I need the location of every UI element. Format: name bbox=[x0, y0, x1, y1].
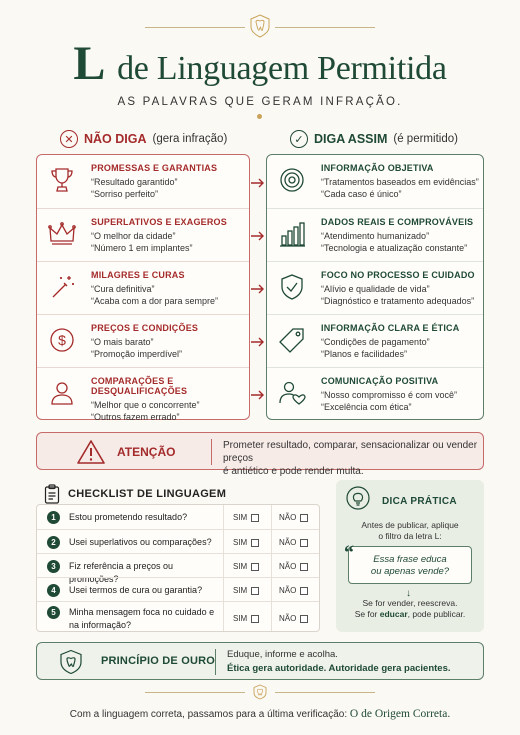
item-heading: INFORMAÇÃO CLARA E ÉTICA bbox=[321, 323, 460, 333]
quote-mark-icon: “ bbox=[344, 542, 354, 564]
arrow-right-icon bbox=[251, 390, 265, 400]
tip-quote-box bbox=[348, 546, 472, 584]
list-item bbox=[267, 367, 483, 420]
trophy-icon bbox=[47, 165, 77, 195]
shield-check-icon bbox=[277, 272, 307, 302]
attention-message bbox=[223, 439, 483, 478]
yes-checkbox[interactable] bbox=[251, 539, 259, 547]
table-row bbox=[37, 553, 319, 584]
item-heading: SUPERLATIVOS E EXAGEROS bbox=[91, 217, 227, 227]
table-row bbox=[37, 505, 319, 529]
say-this-label: DIGA ASSIM bbox=[314, 132, 388, 146]
item-heading: FOCO NO PROCESSO E CUIDADO bbox=[321, 270, 475, 280]
list-item bbox=[37, 155, 249, 208]
item-heading: INFORMAÇÃO OBJETIVA bbox=[321, 163, 434, 173]
arrow-right-icon bbox=[251, 284, 265, 294]
title-letter: L bbox=[73, 37, 106, 90]
golden-principle-line-2: Ética gera autoridade. Autoridade gera pacientes. bbox=[227, 663, 451, 674]
item-heading: DADOS REAIS E COMPROVÁVEIS bbox=[321, 217, 474, 227]
yes-label: SIM bbox=[233, 614, 248, 623]
dont-say-header bbox=[60, 130, 227, 148]
item-heading: COMUNICAÇÃO POSITIVA bbox=[321, 376, 439, 386]
no-label: NÃO bbox=[279, 586, 297, 595]
magic-wand-icon bbox=[47, 272, 77, 302]
item-quote: “Cada caso é único” bbox=[321, 189, 402, 199]
checklist-table bbox=[36, 504, 320, 632]
check-icon: ✓ bbox=[290, 130, 308, 148]
tip-quote-line-1: Essa frase educa bbox=[373, 554, 447, 565]
item-quote: “Tratamentos baseados em evidências” bbox=[321, 177, 479, 187]
yes-option[interactable] bbox=[233, 614, 259, 623]
tip-outcome-bold: educar bbox=[379, 609, 408, 619]
table-row bbox=[37, 601, 319, 633]
no-checkbox[interactable] bbox=[300, 539, 308, 547]
item-quote: “Resultado garantido” bbox=[91, 177, 178, 187]
bar-chart-icon bbox=[277, 219, 307, 249]
arrow-right-icon bbox=[251, 337, 265, 347]
item-quote: “Cura definitiva” bbox=[91, 284, 155, 294]
no-label: NÃO bbox=[279, 538, 297, 547]
yes-checkbox[interactable] bbox=[251, 615, 259, 623]
table-row bbox=[37, 529, 319, 553]
no-label: NÃO bbox=[279, 562, 297, 571]
item-quote: “Nosso compromisso é com você” bbox=[321, 390, 458, 400]
footer-main: Com a linguagem correta, passamos para a última verificação: bbox=[69, 709, 348, 720]
title-text: de Linguagem Permitida bbox=[117, 50, 447, 87]
checklist-question: Estou prometendo resultado? bbox=[69, 512, 188, 522]
item-quote: “Condições de pagamento” bbox=[321, 337, 430, 347]
dont-say-label: NÃO DIGA bbox=[84, 132, 147, 146]
list-item bbox=[37, 314, 249, 367]
step-number: 4 bbox=[47, 584, 60, 597]
item-quote: “Sorriso perfeito” bbox=[91, 189, 159, 199]
item-heading: COMPARAÇÕES E DESQUALIFICAÇÕES bbox=[91, 376, 188, 396]
attention-line-2: é antiético e pode render multa. bbox=[223, 466, 364, 477]
item-quote: “Outros fazem errado” bbox=[91, 412, 180, 422]
list-item bbox=[37, 208, 249, 261]
item-quote: “Alívio e qualidade de vida” bbox=[321, 284, 430, 294]
tag-icon bbox=[277, 325, 307, 355]
lightbulb-icon bbox=[346, 486, 370, 510]
yes-checkbox[interactable] bbox=[251, 587, 259, 595]
golden-principle-line-1: Eduque, informe e acolha. bbox=[227, 649, 338, 660]
shield-tooth-icon bbox=[59, 649, 83, 675]
tip-intro bbox=[336, 520, 484, 542]
item-quote: “O melhor da cidade” bbox=[91, 231, 176, 241]
item-quote: “O mais barato” bbox=[91, 337, 154, 347]
say-this-header bbox=[290, 130, 458, 148]
step-number: 5 bbox=[47, 606, 60, 619]
item-quote: “Diagnóstico e tratamento adequados” bbox=[321, 296, 475, 306]
yes-label: SIM bbox=[233, 586, 248, 595]
item-quote: “Tecnologia e atualização constante” bbox=[321, 243, 468, 253]
tip-outcome bbox=[336, 598, 484, 620]
checklist-question: Usei termos de cura ou garantia? bbox=[69, 585, 203, 595]
item-quote: “Melhor que o concorrente” bbox=[91, 400, 200, 410]
dont-say-note: (gera infração) bbox=[152, 133, 228, 145]
list-item bbox=[37, 261, 249, 314]
arrow-down-icon: ↓ bbox=[406, 588, 411, 599]
golden-principle-divider bbox=[215, 649, 216, 675]
checklist-title: CHECKLIST DE LINGUAGEM bbox=[68, 488, 227, 500]
item-quote: “Planos e facilidades” bbox=[321, 349, 408, 359]
tip-outcome-post: , pode publicar. bbox=[407, 609, 466, 619]
yes-label: SIM bbox=[233, 562, 248, 571]
no-checkbox[interactable] bbox=[300, 563, 308, 571]
list-item bbox=[267, 155, 483, 208]
item-quote: “Número 1 em implantes” bbox=[91, 243, 193, 253]
tooth-badge-icon bbox=[252, 684, 268, 700]
target-icon bbox=[277, 165, 307, 195]
yes-label: SIM bbox=[233, 538, 248, 547]
person-heart-icon bbox=[277, 378, 307, 408]
yes-option[interactable] bbox=[233, 538, 259, 547]
tip-quote-line-2: ou apenas vende? bbox=[370, 566, 450, 577]
item-heading: MILAGRES E CURAS bbox=[91, 270, 185, 280]
yes-option[interactable] bbox=[233, 562, 259, 571]
tip-intro-line-1: Antes de publicar, aplique bbox=[361, 520, 459, 530]
tip-intro-line-2: o filtro da letra L: bbox=[378, 531, 442, 541]
no-option[interactable] bbox=[279, 614, 308, 623]
step-number: 1 bbox=[47, 511, 60, 524]
step-number: 2 bbox=[47, 536, 60, 549]
item-quote: “Acaba com a dor para sempre” bbox=[91, 296, 219, 306]
no-label: NÃO bbox=[279, 614, 297, 623]
footer-rule-right bbox=[275, 692, 375, 693]
no-option[interactable] bbox=[279, 562, 308, 571]
arrow-right-icon bbox=[251, 231, 265, 241]
header-rule-left bbox=[145, 27, 245, 28]
item-quote: “Promoção imperdível” bbox=[91, 349, 183, 359]
yes-option[interactable] bbox=[233, 513, 259, 522]
tip-outcome-pre: Se for bbox=[354, 609, 380, 619]
footer-text bbox=[0, 708, 520, 720]
say-this-note: (é permitido) bbox=[393, 133, 458, 145]
list-item bbox=[267, 314, 483, 367]
page-subtitle: AS PALAVRAS QUE GERAM INFRAÇÃO. bbox=[117, 96, 403, 108]
no-checkbox[interactable] bbox=[300, 514, 308, 522]
page-title bbox=[0, 36, 520, 91]
arrow-right-icon bbox=[251, 178, 265, 188]
dont-say-panel bbox=[36, 154, 250, 420]
yes-checkbox[interactable] bbox=[251, 563, 259, 571]
attention-box bbox=[36, 432, 484, 477]
yes-checkbox[interactable] bbox=[251, 514, 259, 522]
checklist-question: Minha mensagem foca no cuidado e na informação? bbox=[69, 607, 215, 630]
no-option[interactable] bbox=[279, 513, 308, 522]
warning-icon bbox=[77, 439, 105, 465]
list-item bbox=[267, 208, 483, 261]
dollar-icon bbox=[47, 325, 77, 355]
x-icon: ✕ bbox=[60, 130, 78, 148]
item-quote: “Excelência com ética” bbox=[321, 402, 412, 412]
no-checkbox[interactable] bbox=[300, 615, 308, 623]
crown-icon bbox=[47, 219, 77, 249]
no-label: NÃO bbox=[279, 513, 297, 522]
yes-option[interactable] bbox=[233, 586, 259, 595]
svg-text:$: $ bbox=[58, 332, 66, 348]
attention-label: ATENÇÃO bbox=[117, 445, 176, 459]
tip-outcome-line-1: Se for vender, reescreva. bbox=[362, 598, 458, 608]
yes-label: SIM bbox=[233, 513, 248, 522]
tip-title: DICA PRÁTICA bbox=[382, 496, 457, 507]
no-option[interactable] bbox=[279, 538, 308, 547]
no-option[interactable] bbox=[279, 586, 308, 595]
item-heading: PROMESSAS E GARANTIAS bbox=[91, 163, 218, 173]
tooth-badge-icon bbox=[249, 14, 271, 38]
table-row bbox=[37, 577, 319, 601]
list-item bbox=[267, 261, 483, 314]
golden-principle-label: PRINCÍPIO DE OURO bbox=[101, 655, 216, 667]
practical-tip-card bbox=[336, 480, 484, 632]
clipboard-icon bbox=[44, 484, 60, 504]
no-checkbox[interactable] bbox=[300, 587, 308, 595]
checklist-question: Usei superlativos ou comparações? bbox=[69, 537, 212, 547]
step-number: 3 bbox=[47, 560, 60, 573]
list-item bbox=[37, 367, 249, 420]
person-icon bbox=[47, 378, 77, 408]
header-rule-right bbox=[275, 27, 375, 28]
attention-line-1: Prometer resultado, comparar, sensacionalizar ou vender preços bbox=[223, 440, 478, 464]
golden-principle-box bbox=[36, 642, 484, 680]
say-this-panel bbox=[266, 154, 484, 420]
attention-divider bbox=[211, 439, 212, 465]
item-heading: PREÇOS E CONDIÇÕES bbox=[91, 323, 199, 333]
item-quote: “Atendimento humanizado” bbox=[321, 231, 430, 241]
footer-rule-left bbox=[145, 692, 245, 693]
gold-dot bbox=[257, 114, 262, 119]
footer-emphasis: O de Origem Correta. bbox=[349, 708, 451, 720]
checklist-question: Fiz referência a preços ou promoções? bbox=[69, 561, 174, 584]
tip-outcome-line-2 bbox=[336, 609, 484, 620]
